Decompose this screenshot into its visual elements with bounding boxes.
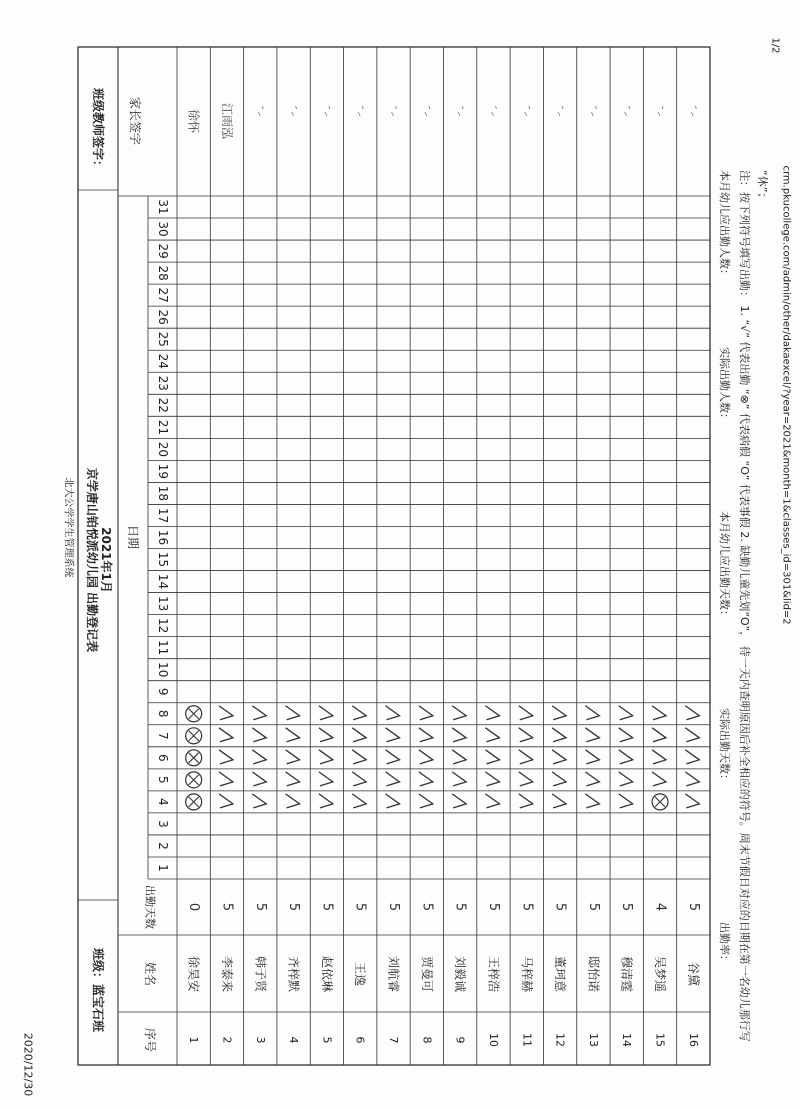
row-days-7: 5 (386, 902, 402, 912)
row-name-10: 王梓浩 (486, 955, 501, 993)
check-mark (452, 794, 466, 808)
check-mark (352, 794, 366, 808)
pencil-tick (358, 106, 363, 116)
check-mark (286, 772, 300, 786)
row-seq-1: 1 (187, 1036, 201, 1044)
check-mark (585, 750, 599, 764)
check-mark (319, 794, 333, 808)
day-number-20: 20 (156, 441, 170, 458)
check-mark (219, 728, 233, 742)
sick-leave-mark (186, 728, 202, 744)
pencil-tick (292, 106, 297, 116)
day-number-24: 24 (156, 353, 170, 369)
row-seq-16: 16 (686, 1033, 700, 1047)
row-seq-7: 7 (387, 1036, 401, 1044)
pencil-tick (558, 106, 563, 116)
row-seq-5: 5 (320, 1036, 334, 1044)
footer-line-1 (717, 170, 733, 966)
row-name-8: 贾曼可 (419, 955, 434, 993)
check-mark (319, 728, 333, 742)
check-mark (619, 750, 633, 764)
day-number-26: 26 (156, 309, 170, 325)
check-mark (419, 794, 433, 808)
check-mark (552, 794, 566, 808)
class-label: 班级：蓝宝石班 (91, 947, 105, 1033)
check-mark (652, 772, 666, 786)
sick-leave-mark (186, 772, 202, 788)
col-header-date: 日期 (126, 524, 140, 550)
check-mark (219, 794, 233, 808)
footer-actual-days: 实际出勤天数： (718, 708, 731, 785)
pencil-tick (525, 106, 530, 116)
row-name-6: 王逸 (353, 961, 368, 987)
check-mark (219, 772, 233, 786)
day-number-11: 11 (156, 640, 170, 656)
day-number-19: 19 (156, 463, 170, 480)
day-number-2: 2 (156, 842, 170, 850)
check-mark (685, 772, 699, 786)
check-mark (652, 750, 666, 764)
sick-leave-mark (652, 794, 668, 810)
day-number-25: 25 (156, 331, 170, 347)
row-days-12: 5 (552, 902, 568, 912)
sheet-title: 京学唐山铂悦派幼儿园 出勤登记表 (85, 467, 99, 653)
check-mark (485, 728, 499, 742)
day-number-30: 30 (156, 221, 170, 237)
row-seq-9: 9 (453, 1036, 467, 1044)
row-name-12: 董珂意 (553, 955, 568, 993)
sheet-subtitle: 2021年1月 (99, 527, 113, 593)
check-mark (452, 728, 466, 742)
check-mark (552, 706, 566, 720)
row-name-1: 徐昊安 (186, 955, 201, 993)
row-seq-3: 3 (253, 1036, 267, 1044)
check-mark (419, 772, 433, 786)
row-name-4: 齐梓默 (286, 955, 301, 993)
row-seq-4: 4 (287, 1036, 301, 1044)
day-number-22: 22 (156, 397, 170, 413)
check-mark (552, 728, 566, 742)
check-mark (352, 750, 366, 764)
table-labels (85, 88, 701, 1052)
row-days-6: 5 (352, 902, 368, 912)
check-mark (552, 750, 566, 764)
day-number-8: 8 (156, 709, 170, 718)
row-name-9: 刘毅诚 (453, 955, 468, 993)
check-mark (386, 794, 400, 808)
check-mark (286, 728, 300, 742)
print-date: 2020/12/30 (21, 1032, 35, 1097)
row-name-5: 赵依琳 (319, 955, 334, 993)
check-mark (386, 728, 400, 742)
day-number-16: 16 (156, 529, 170, 546)
check-mark (286, 706, 300, 720)
check-mark (685, 750, 699, 764)
check-mark (585, 728, 599, 742)
system-name: 北大公学学生管理系统 (62, 477, 74, 578)
check-mark (519, 750, 533, 764)
check-mark (352, 706, 366, 720)
check-mark (585, 772, 599, 786)
check-mark (252, 794, 266, 808)
check-mark (519, 772, 533, 786)
pencil-tick (425, 106, 430, 116)
row-seq-15: 15 (653, 1033, 667, 1047)
row-name-15: 吴梦遥 (653, 955, 668, 993)
check-mark (652, 728, 666, 742)
check-mark (419, 728, 433, 742)
page-number: 1/2 (769, 37, 781, 54)
check-mark (685, 728, 699, 742)
day-number-13: 13 (156, 595, 170, 612)
row-seq-8: 8 (420, 1036, 434, 1044)
footer-actual-count: 实际出勤人数： (718, 347, 731, 424)
day-number-27: 27 (156, 287, 170, 303)
day-number-7: 7 (156, 731, 170, 740)
check-mark (519, 794, 533, 808)
pencil-tick (491, 106, 496, 116)
col-header-name: 姓名 (143, 961, 157, 987)
source-url: crm.pkucollege.com/admin/other/dakaexcel/?year=2021&month=1&classes_id=301&lid=2 (780, 165, 792, 625)
check-mark (319, 706, 333, 720)
col-header-seq: 序号 (143, 1027, 157, 1053)
check-mark (485, 706, 499, 720)
check-mark (252, 772, 266, 786)
row-seq-6: 6 (353, 1036, 367, 1044)
row-name-13: 邸怡诺 (586, 955, 601, 993)
row-days-13: 5 (585, 902, 601, 912)
teacher-sign-label: 班级教师签字： (91, 87, 105, 173)
attendance-marks (186, 106, 700, 810)
row-seq-11: 11 (520, 1033, 534, 1047)
check-mark (585, 706, 599, 720)
day-number-12: 12 (156, 617, 170, 634)
pencil-tick (658, 106, 663, 116)
check-mark (252, 728, 266, 742)
row-days-15: 4 (652, 902, 668, 912)
check-mark (286, 750, 300, 764)
day-number-4: 4 (156, 798, 170, 806)
check-mark (485, 750, 499, 764)
check-mark (286, 794, 300, 808)
row-name-16: 谷黛 (686, 961, 701, 987)
check-mark (552, 772, 566, 786)
row-name-7: 刘航睿 (386, 955, 401, 993)
row-days-9: 5 (452, 902, 468, 912)
day-number-14: 14 (156, 573, 170, 590)
pencil-tick (258, 106, 263, 116)
row-days-14: 5 (619, 902, 635, 912)
footer-note-2: “休”； (756, 170, 769, 204)
row-name-3: 韩子贤 (253, 955, 268, 993)
check-mark (652, 706, 666, 720)
check-mark (585, 794, 599, 808)
table-grid (78, 47, 710, 1065)
row-seq-14: 14 (620, 1033, 634, 1047)
check-mark (519, 728, 533, 742)
row-days-5: 5 (319, 902, 335, 912)
pencil-tick (591, 106, 596, 116)
check-mark (252, 706, 266, 720)
day-number-15: 15 (156, 551, 170, 568)
footer-note-1: 注：按下列符号填写出勤： 1. “√” 代表出勤 “⊗” 代表病假 “O” 代表事假 2. 缺勤儿童先划“O”， 待一天内查明原因后补全相应的符号。周末节假日对应的日期在第一名幼儿那行写 (738, 170, 751, 1042)
check-mark (352, 728, 366, 742)
day-number-18: 18 (156, 485, 170, 502)
check-mark (252, 750, 266, 764)
pencil-tick (458, 106, 463, 116)
day-number-17: 17 (156, 507, 170, 524)
sick-leave-mark (186, 706, 202, 722)
row-sign-2: 江雨泓 (219, 102, 234, 140)
pencil-tick (325, 106, 330, 116)
day-number-28: 28 (156, 265, 170, 281)
footer-rate: 出勤率： (718, 922, 731, 966)
check-mark (685, 794, 699, 808)
check-mark (685, 706, 699, 720)
row-name-14: 穆清霆 (619, 955, 634, 993)
col-header-parent-sign: 家长签字 (128, 96, 142, 146)
check-mark (452, 772, 466, 786)
sick-leave-mark (186, 794, 202, 810)
row-seq-13: 13 (586, 1033, 600, 1047)
day-number-5: 5 (156, 776, 170, 784)
check-mark (319, 772, 333, 786)
pencil-tick (691, 106, 696, 116)
day-number-3: 3 (156, 820, 170, 828)
check-mark (619, 794, 633, 808)
row-days-2: 5 (219, 902, 235, 912)
check-mark (386, 772, 400, 786)
check-mark (419, 706, 433, 720)
row-days-16: 5 (685, 902, 701, 912)
check-mark (219, 706, 233, 720)
row-name-2: 李泰来 (219, 955, 234, 993)
row-seq-12: 12 (553, 1033, 567, 1047)
check-mark (386, 750, 400, 764)
day-number-31: 31 (156, 199, 170, 215)
pencil-tick (392, 106, 397, 116)
pencil-tick (625, 106, 630, 116)
check-mark (319, 750, 333, 764)
check-mark (452, 750, 466, 764)
check-mark (386, 706, 400, 720)
row-days-8: 5 (419, 902, 435, 912)
check-mark (452, 706, 466, 720)
check-mark (485, 794, 499, 808)
check-mark (619, 706, 633, 720)
day-number-10: 10 (156, 662, 170, 678)
day-number-1: 1 (156, 864, 170, 872)
day-number-29: 29 (156, 243, 170, 259)
check-mark (352, 772, 366, 786)
row-name-11: 马梓赫 (519, 955, 534, 993)
day-number-21: 21 (156, 419, 170, 435)
sick-leave-mark (186, 750, 202, 766)
row-days-4: 5 (286, 902, 302, 912)
row-seq-10: 10 (486, 1033, 500, 1047)
check-mark (419, 750, 433, 764)
check-mark (619, 772, 633, 786)
check-mark (219, 750, 233, 764)
row-days-11: 5 (519, 902, 535, 912)
footer-expected-count: 本月幼儿应出勤人数： (718, 170, 731, 280)
row-days-3: 5 (252, 902, 268, 912)
check-mark (619, 728, 633, 742)
row-sign-1: 徐怀 (186, 108, 201, 134)
check-mark (519, 706, 533, 720)
row-days-1: 0 (186, 902, 202, 912)
col-header-days: 出勤天数 (143, 885, 157, 929)
day-number-6: 6 (156, 754, 170, 762)
day-number-9: 9 (156, 687, 170, 696)
row-days-10: 5 (485, 902, 501, 912)
footer-expected-days: 本月幼儿应出勤天数： (718, 511, 731, 621)
check-mark (485, 772, 499, 786)
day-number-23: 23 (156, 375, 170, 391)
row-seq-2: 2 (220, 1036, 234, 1044)
